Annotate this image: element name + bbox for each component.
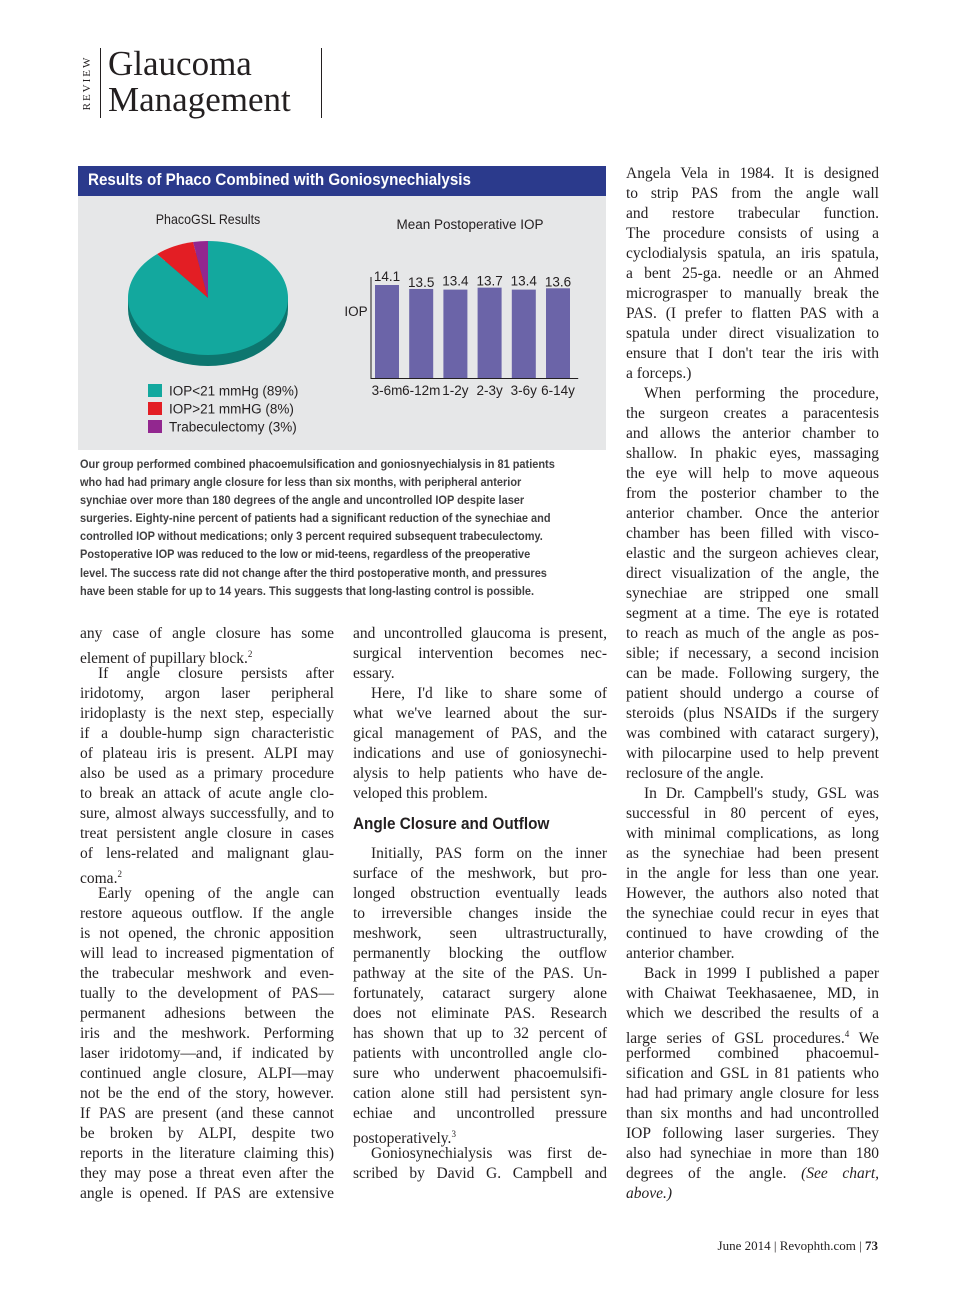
section-heading: Angle Closure and Outflow — [353, 814, 550, 833]
text-line-body: what we've learned about the sur- — [353, 705, 607, 722]
legend-swatch — [148, 420, 162, 433]
text-line — [353, 884, 607, 904]
text-line-body: has shown that up to 32 percent of — [353, 1025, 607, 1042]
text-line-body: Back in 1999 I published a paper — [644, 965, 879, 982]
text-line-body: restore aqueous outflow. If the angle — [80, 905, 334, 922]
masthead-rule-left — [100, 48, 101, 118]
text-line — [626, 424, 879, 444]
text-line-body: in the angle for less than one year. — [626, 865, 879, 882]
text-line-body: a forceps.) — [626, 365, 692, 382]
text-line — [80, 864, 334, 888]
text-line-body: micrograsper to manually break the — [626, 285, 879, 302]
text-line-body: and allows the anterior chamber to — [626, 425, 879, 442]
text-line — [626, 1004, 879, 1024]
text-line — [626, 1084, 879, 1104]
text-line-body: IOP following laser surgeries. They — [626, 1125, 879, 1142]
text-line — [80, 744, 334, 764]
text-line-body: However, the authors also noted that — [626, 885, 879, 902]
text-line-body: of plateau iris is present. ALPI may — [80, 745, 334, 762]
text-line-body: angle is opened. If PAS are extensive — [80, 1185, 334, 1202]
text-line — [626, 244, 879, 264]
text-line — [626, 724, 879, 744]
text-line — [80, 684, 334, 704]
text-line-body: chamber has been filled with visco- — [626, 525, 879, 542]
body-column-3 — [626, 164, 879, 1204]
text-line — [626, 444, 879, 464]
text-line-body: If PAS are present (and these cannot — [80, 1105, 334, 1122]
text-line — [353, 744, 607, 764]
text-line-body: was combined with cataract surgery), — [626, 725, 879, 742]
bar-value-label: 13.7 — [476, 273, 503, 289]
text-line — [626, 744, 879, 764]
text-line-body: anterior chamber. Once the anterior — [626, 505, 879, 522]
text-line-body: successful in 80 percent of eyes, — [626, 805, 879, 822]
text-line — [626, 664, 879, 684]
text-line-body: permanent adhesions between the — [80, 1005, 334, 1022]
footnote-ref: 4 — [844, 1029, 850, 1039]
text-line-body: permanently blocking the outflow — [353, 945, 607, 962]
text-line — [626, 644, 879, 664]
text-line-body: spatula under direct visualization to — [626, 325, 879, 342]
text-line — [626, 684, 879, 704]
text-line-body: patient should undergo a course of — [626, 685, 879, 702]
text-line — [80, 1184, 334, 1204]
text-line — [80, 1124, 334, 1144]
text-line-body: be broken by ALPI, despite two — [80, 1125, 334, 1142]
text-line — [80, 1064, 334, 1084]
bar-chart — [371, 269, 578, 398]
text-line — [80, 1084, 334, 1104]
pie-chart — [128, 241, 288, 366]
bar-category-label: 6-14y — [541, 383, 575, 398]
pie-legend — [148, 384, 298, 435]
text-line-body: a bent 25-ga. needle or an Ahmed — [626, 265, 879, 282]
text-line-body: sure who underwent phacoemulsifi- — [353, 1065, 607, 1082]
text-line-body: iridotomy, argon laser peripheral — [80, 685, 334, 702]
caption-line: surgeries. Eighty-nine percent of patients had a significant reduction of the synechiae and — [80, 511, 551, 526]
text-line — [353, 944, 607, 964]
text-line-body: postoperatively. — [353, 1130, 452, 1148]
text-line — [626, 364, 879, 384]
text-line-body: also be used as a primary procedure — [80, 765, 334, 782]
text-line — [80, 944, 334, 964]
text-line — [626, 224, 879, 244]
text-line — [353, 1164, 607, 1184]
bar — [512, 290, 536, 378]
text-line — [626, 524, 879, 544]
text-line — [626, 324, 879, 344]
caption-line: Our group performed combined phacoemulsification and goniosnyechialysis in 81 patients — [80, 457, 555, 471]
text-line — [626, 824, 879, 844]
text-line-body: direct visualization of the angle, the — [626, 565, 879, 582]
page-number: 73 — [865, 1238, 878, 1253]
text-line — [353, 844, 607, 864]
text-line — [353, 684, 607, 704]
text-line-body: The procedure consists of using a — [626, 225, 879, 242]
text-line-body: shallow. In phakic eyes, massaging — [626, 445, 879, 462]
text-line-body: the surgeon creates a paracentesis — [626, 405, 879, 422]
text-line — [80, 1024, 334, 1044]
bar — [546, 288, 570, 378]
text-line — [626, 984, 879, 1004]
text-line-body: continued to have crowding of the — [626, 925, 879, 942]
text-line — [353, 904, 607, 924]
text-line — [353, 784, 607, 804]
text-line-italic: (See chart, — [786, 1165, 880, 1182]
text-line-body: echiae and uncontrolled pressure — [353, 1105, 607, 1122]
caption-line: Postoperative IOP was reduced to the low or mid-teens, regardless of the preoperative — [80, 547, 531, 562]
section-tag — [78, 46, 96, 120]
text-line-body: longed obstruction eventually leads — [353, 885, 607, 902]
text-line — [626, 484, 879, 504]
text-line — [626, 184, 879, 204]
text-line — [626, 1064, 879, 1084]
text-line — [353, 1124, 607, 1148]
text-line — [80, 1044, 334, 1064]
text-line — [80, 724, 334, 744]
text-line-body: and uncontrolled glaucoma is present, — [353, 625, 607, 642]
text-line-body: Goniosynechialysis was first de- — [371, 1145, 607, 1162]
footnote-ref: 3 — [451, 1129, 456, 1139]
figure-caption — [80, 455, 606, 600]
text-line-body: reclosure of the angle. — [626, 765, 764, 782]
text-line-body: with Chaiwat Teekhasaenee, MD, in — [626, 985, 879, 1002]
text-line — [353, 924, 607, 944]
body-column-1 — [80, 624, 334, 1204]
text-line — [626, 844, 879, 864]
bar — [443, 290, 467, 378]
text-line-body: performed combined phacoemul- — [626, 1045, 879, 1062]
legend-label: Trabeculectomy (3%) — [169, 419, 297, 435]
text-line-body: than six months and had uncontrolled — [626, 1105, 879, 1122]
text-line — [80, 964, 334, 984]
text-line-body: from the posterior chamber to the — [626, 485, 879, 502]
masthead-title — [108, 46, 291, 118]
text-line-body: to break an attack of acute angle clo- — [80, 785, 334, 802]
text-line — [353, 964, 607, 984]
text-line-body: anterior chamber. — [626, 945, 735, 962]
bar-category-label: 2-3y — [476, 383, 503, 398]
text-line — [626, 404, 879, 424]
text-line-body: Here, I'd like to share some of — [371, 685, 607, 702]
text-line — [626, 964, 879, 984]
text-line — [80, 984, 334, 1004]
text-line-body: treat persistent angle closure in cases — [80, 825, 334, 842]
bar — [409, 289, 433, 378]
legend-label: IOP>21 mmHG (8%) — [169, 401, 294, 417]
text-line — [626, 1124, 879, 1144]
text-line-body: Angela Vela in 1984. It is designed — [626, 165, 879, 182]
text-line-body: with minimal complications, as long — [626, 825, 879, 842]
text-line-body: with pilocarpine used to help prevent — [626, 745, 879, 762]
text-line — [353, 1064, 607, 1084]
text-line — [353, 624, 607, 644]
text-line-body: sure, almost always successfully, and to — [80, 805, 334, 822]
bar-chart-ylabel: IOP — [344, 304, 368, 319]
text-line-body: also had synechiae in more than 180 — [626, 1145, 879, 1162]
text-line-body: surgical intervention becomes nec- — [353, 645, 607, 662]
text-line — [80, 1004, 334, 1024]
text-line-body: In Dr. Campbell's study, GSL was — [644, 785, 879, 802]
bar-chart-title: Mean Postoperative IOP — [396, 217, 544, 232]
text-line-body: will lead to increased pigmentation of — [80, 945, 334, 962]
bar-value-label: 13.4 — [510, 273, 537, 289]
text-line-body: the eye will help to move aqueous — [626, 465, 879, 482]
text-line-body: fortunately, cataract surgery alone — [353, 985, 607, 1002]
text-line-body: if a double-hump sign characteristic — [80, 725, 334, 742]
text-line — [80, 904, 334, 924]
text-line — [353, 984, 607, 1004]
text-line — [626, 804, 879, 824]
text-line — [353, 724, 607, 744]
figure-charts — [78, 166, 606, 450]
bar — [375, 285, 399, 378]
caption-line: have been stable for up to 14 years. This suggests that long-lasting control is possible. — [80, 583, 535, 598]
caption-line: who had had primary angle closure for less than six months, with peripheral anterior — [80, 475, 522, 490]
text-line — [80, 644, 334, 668]
figure-box — [78, 166, 606, 450]
text-line-body: iridoplasty is the next step, especially — [80, 705, 334, 722]
text-line — [626, 864, 879, 884]
text-line-body: surface of the meshwork, but pro- — [353, 865, 607, 882]
text-line-body: pathway at the site of the PAS. Un- — [353, 965, 607, 982]
text-line-body: element of pupillary block. — [80, 650, 248, 668]
text-line-body: When performing the procedure, — [644, 385, 879, 402]
text-line — [353, 764, 607, 784]
text-line-tail: We — [849, 1030, 879, 1048]
text-line-body: tually to the development of PAS— — [80, 985, 334, 1002]
bar-value-label: 14.1 — [373, 269, 401, 284]
text-line-body: sible; if necessary, a second incision — [626, 645, 879, 662]
legend-swatch — [148, 402, 162, 415]
text-line-body: the trabecular meshwork and even- — [80, 965, 334, 982]
text-line-body: essary. — [353, 665, 395, 682]
pie-slice — [128, 241, 288, 355]
text-line — [626, 564, 879, 584]
legend-swatch — [148, 384, 162, 397]
text-line-body: iris and the meshwork. Performing — [80, 1025, 334, 1042]
text-line — [626, 904, 879, 924]
text-line-body: continued angle closure, ALPI—may — [80, 1065, 334, 1082]
text-line-body: reports in the literature claiming this) — [80, 1145, 334, 1162]
text-line-body: indications and use of goniosynechi- — [353, 745, 607, 762]
text-line-body: steroids (plus NSAIDs if the surgery — [626, 705, 879, 722]
footnote-ref: 2 — [117, 869, 122, 879]
text-line — [80, 884, 334, 904]
text-line — [626, 1024, 879, 1048]
text-line-body: ensure that I don't tear the iris with — [626, 345, 879, 362]
text-line-body: Initially, PAS form on the inner — [371, 845, 607, 862]
text-line-body: PAS. (I prefer to flatten PAS with a — [626, 305, 879, 322]
text-line — [80, 624, 334, 644]
bar-category-label: 3-6m — [371, 383, 403, 398]
text-line — [353, 1084, 607, 1104]
text-line-body: coma. — [80, 870, 118, 888]
text-line-body: large series of GSL procedures. — [626, 1030, 845, 1048]
text-line — [80, 844, 334, 864]
text-line-body: segment at a time. The eye is rotated — [626, 605, 879, 622]
figure-header-text: Results of Phaco Combined with Goniosynechialysis — [88, 171, 471, 189]
text-line — [80, 704, 334, 724]
text-line — [353, 864, 607, 884]
bar-category-label: 1-2y — [442, 383, 469, 398]
text-line-body: scribed by David G. Campbell and — [353, 1165, 607, 1182]
text-line — [626, 624, 879, 644]
text-line-body: to strip PAS from the angle wall — [626, 185, 879, 202]
text-line — [353, 664, 607, 684]
caption-line: controlled IOP without medications; only 3 percent required subsequent trabeculectomy. — [80, 529, 543, 544]
text-line-body: Early opening of the angle can — [98, 885, 334, 902]
text-line — [626, 1144, 879, 1164]
page-footer — [718, 1238, 878, 1254]
bar-value-label: 13.5 — [408, 274, 435, 290]
text-line — [353, 704, 607, 724]
caption-line: synchiae over more than 180 degrees of the angle and uncontrolled IOP despite laser — [80, 493, 525, 508]
bar-value-label: 13.6 — [544, 274, 572, 290]
text-line-italic: above.) — [626, 1185, 673, 1202]
text-line — [626, 584, 879, 604]
text-line — [626, 504, 879, 524]
text-line — [353, 644, 607, 664]
text-line-body: any case of angle closure has some — [80, 625, 334, 642]
text-line-body: alysis to help patients who have de- — [353, 765, 607, 782]
text-line-body: which we described the results of a — [626, 1005, 879, 1022]
bar-category-label: 6-12m — [402, 383, 441, 398]
text-line-body: they may pose a threat even after the — [80, 1165, 334, 1182]
text-line — [626, 264, 879, 284]
text-line — [353, 1104, 607, 1124]
text-line — [80, 764, 334, 784]
text-line-body: the synechiae could recur in eyes that — [626, 905, 879, 922]
text-line — [626, 344, 879, 364]
legend-label: IOP<21 mmHg (89%) — [169, 383, 299, 399]
text-line — [353, 1044, 607, 1064]
text-line — [626, 1044, 879, 1064]
text-line — [626, 384, 879, 404]
text-line — [626, 1184, 879, 1204]
text-line — [626, 784, 879, 804]
body-column-2 — [353, 624, 607, 1184]
text-line-body: veloped this problem. — [353, 785, 488, 802]
text-line — [80, 804, 334, 824]
text-line-body: elastic and the surgeon achieves clear, — [626, 545, 879, 562]
text-line-body: as the synechiae had been present — [626, 845, 879, 862]
masthead-rule-right — [321, 48, 322, 118]
text-line-body: synechiae are stripped one small — [626, 585, 879, 602]
caption-line: level. The success rate did not change after the third postoperative month, and pressures — [80, 565, 547, 580]
text-line-body: patients with uncontrolled angle clo- — [353, 1045, 607, 1062]
text-line-body: If angle closure persists after — [98, 665, 334, 682]
text-line-body: to irreversible changes inside the — [353, 905, 607, 922]
text-line — [626, 164, 879, 184]
text-line-body: not be the end of the story, however. — [80, 1085, 334, 1102]
text-line — [626, 924, 879, 944]
text-line — [626, 544, 879, 564]
text-line — [626, 1104, 879, 1124]
text-line — [80, 664, 334, 684]
text-line — [626, 284, 879, 304]
text-line-body: cyclodialysis spatula, an iris spatula, — [626, 245, 879, 262]
text-line-body: to reach as much of the angle as pos- — [626, 625, 879, 642]
bar-category-label: 3-6y — [510, 383, 537, 398]
text-line-body: had had primary angle closure for less — [626, 1085, 879, 1102]
text-line-body: meshwork, seen ultrastructurally, — [353, 925, 607, 942]
masthead-title-line1: Glaucoma — [108, 44, 252, 83]
text-line — [353, 1024, 607, 1044]
text-line-body: of lens-related and malignant glau- — [80, 845, 334, 862]
text-line — [626, 944, 879, 964]
pie-chart-title: PhacoGSL Results — [155, 211, 261, 228]
text-line-body: degrees of the angle. — [626, 1165, 787, 1182]
text-line — [626, 604, 879, 624]
text-line — [626, 464, 879, 484]
text-line-body: can be made. Following surgery, the — [626, 665, 879, 682]
text-line — [80, 1144, 334, 1164]
text-line — [353, 1144, 607, 1164]
text-line — [626, 1164, 879, 1184]
text-line — [626, 304, 879, 324]
text-line-body: cation alone still had persistent syn- — [353, 1085, 607, 1102]
text-line-body: sification and GSL in 81 patients who — [626, 1065, 879, 1082]
section-label: REVIEW — [81, 55, 93, 111]
text-line — [626, 764, 879, 784]
text-line — [353, 1004, 607, 1024]
text-line — [80, 1164, 334, 1184]
text-line — [80, 824, 334, 844]
text-line — [80, 1104, 334, 1124]
footer-text: June 2014 | Revophth.com | — [717, 1238, 865, 1253]
text-line-body: does not eliminate PAS. Research — [353, 1005, 607, 1022]
text-line-body: and restore trabecular function. — [626, 205, 879, 222]
bar-value-label: 13.4 — [442, 273, 469, 289]
masthead-title-line2: Management — [108, 80, 291, 119]
text-line — [626, 704, 879, 724]
text-line — [626, 204, 879, 224]
text-line — [80, 924, 334, 944]
text-line-body: gical management of PAS, and the — [353, 725, 607, 742]
text-line-body: is not opened, the chronic apposition — [80, 925, 334, 942]
footnote-ref: 2 — [247, 649, 253, 659]
text-line-body: laser iridotomy—and, if indicated by — [80, 1045, 334, 1062]
text-line — [626, 884, 879, 904]
text-line — [80, 784, 334, 804]
bar — [478, 288, 502, 378]
